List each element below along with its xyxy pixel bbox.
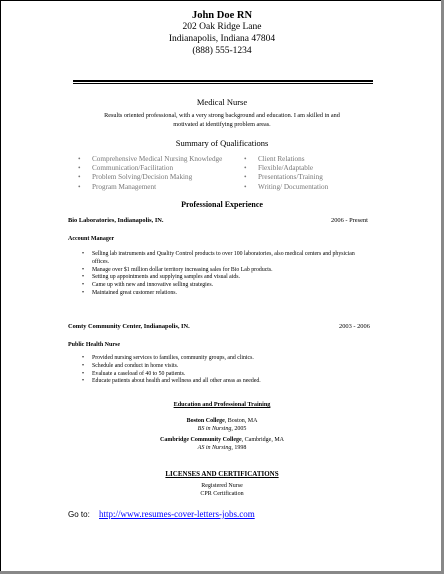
header-divider bbox=[73, 80, 373, 82]
list-item: • Manage over $1 million dollar territory increasing sales for Bio Lab products. bbox=[82, 266, 273, 273]
resume-name: John Doe RN bbox=[191, 10, 253, 21]
education-item: Cambridge Community College, Cambridge, MA AS in Nursing, 1998 bbox=[160, 437, 284, 451]
job-employer: Comty Community Center, Indianapolis, IN. bbox=[68, 323, 190, 330]
job-role: Account Manager bbox=[68, 236, 115, 242]
job-bullets bbox=[80, 355, 370, 386]
goto-label: Go to: bbox=[68, 510, 90, 519]
resume-phone: (888) 555-1234 bbox=[192, 46, 252, 56]
licenses-title: LICENSES AND CERTIFICATIONS bbox=[165, 470, 279, 478]
list-item: • Writing/ Documentation bbox=[244, 182, 329, 191]
objective-text: Results oriented professional, with a very strong background and education. I am skilled in and motivated at identifying problem areas. bbox=[104, 112, 340, 128]
education-title: Education and Professional Training bbox=[173, 401, 271, 408]
list-item: • Selling lab instruments and Quality Control products to over 100 laboratories, also medical centers and physician offices. bbox=[82, 251, 355, 265]
qualifications-left-list bbox=[78, 155, 222, 192]
website-link[interactable]: http://www.resumes-cover-letters-jobs.com bbox=[99, 509, 255, 519]
list-item: • Provided nursing services to families, community groups, and clinics. bbox=[82, 355, 254, 361]
job-dates: 2006 - Present bbox=[331, 217, 368, 224]
list-item: • Program Management bbox=[78, 182, 157, 191]
list-item: • Client Relations bbox=[244, 155, 305, 163]
list-item: • Evaluate a caseload of 40 to 50 patients. bbox=[82, 370, 186, 377]
qualifications-title: Summary of Qualifications bbox=[175, 138, 269, 148]
list-item: • Schedule and conduct in home visits. bbox=[82, 362, 179, 369]
job-dates: 2003 - 2006 bbox=[339, 323, 370, 330]
list-item: • Communication/Facilitation bbox=[78, 164, 174, 173]
list-item: • Comprehensive Medical Nursing Knowledge bbox=[78, 155, 223, 163]
list-item: • Educate patients about health and wellness and all other areas as needed. bbox=[82, 378, 261, 385]
header-divider-thin bbox=[73, 83, 373, 84]
experience-title: Professional Experience bbox=[181, 200, 263, 209]
resume-city: Indianapolis, Indiana 47804 bbox=[168, 34, 276, 44]
resume-address: 202 Oak Ridge Lane bbox=[182, 22, 262, 32]
list-item: • Presentations/Training bbox=[244, 173, 323, 182]
qualifications-right-list bbox=[244, 155, 328, 192]
job-bullets bbox=[80, 251, 370, 298]
list-item: • Setting up appointments and supplying samples and visual aids. bbox=[82, 274, 240, 281]
list-item: • Came up with new and innovative selling strategies. bbox=[82, 282, 214, 289]
list-item: • Problem Solving/Decision Making bbox=[78, 173, 193, 182]
job-role: Public Health Nurse bbox=[68, 342, 120, 348]
list-item: Registered Nurse bbox=[201, 483, 243, 489]
job-employer: Bio Laboratories, Indianapolis, IN. bbox=[68, 217, 164, 224]
list-item: CPR Certification bbox=[200, 490, 244, 497]
licenses-list bbox=[0, 483, 444, 498]
list-item: • Maintained great customer relations. bbox=[82, 289, 177, 296]
objective-title: Medical Nurse bbox=[196, 97, 248, 107]
list-item: • Flexible/Adaptable bbox=[244, 164, 314, 173]
education-item: Boston College, Boston, MA BS in Nursing, 2005 bbox=[186, 418, 258, 432]
